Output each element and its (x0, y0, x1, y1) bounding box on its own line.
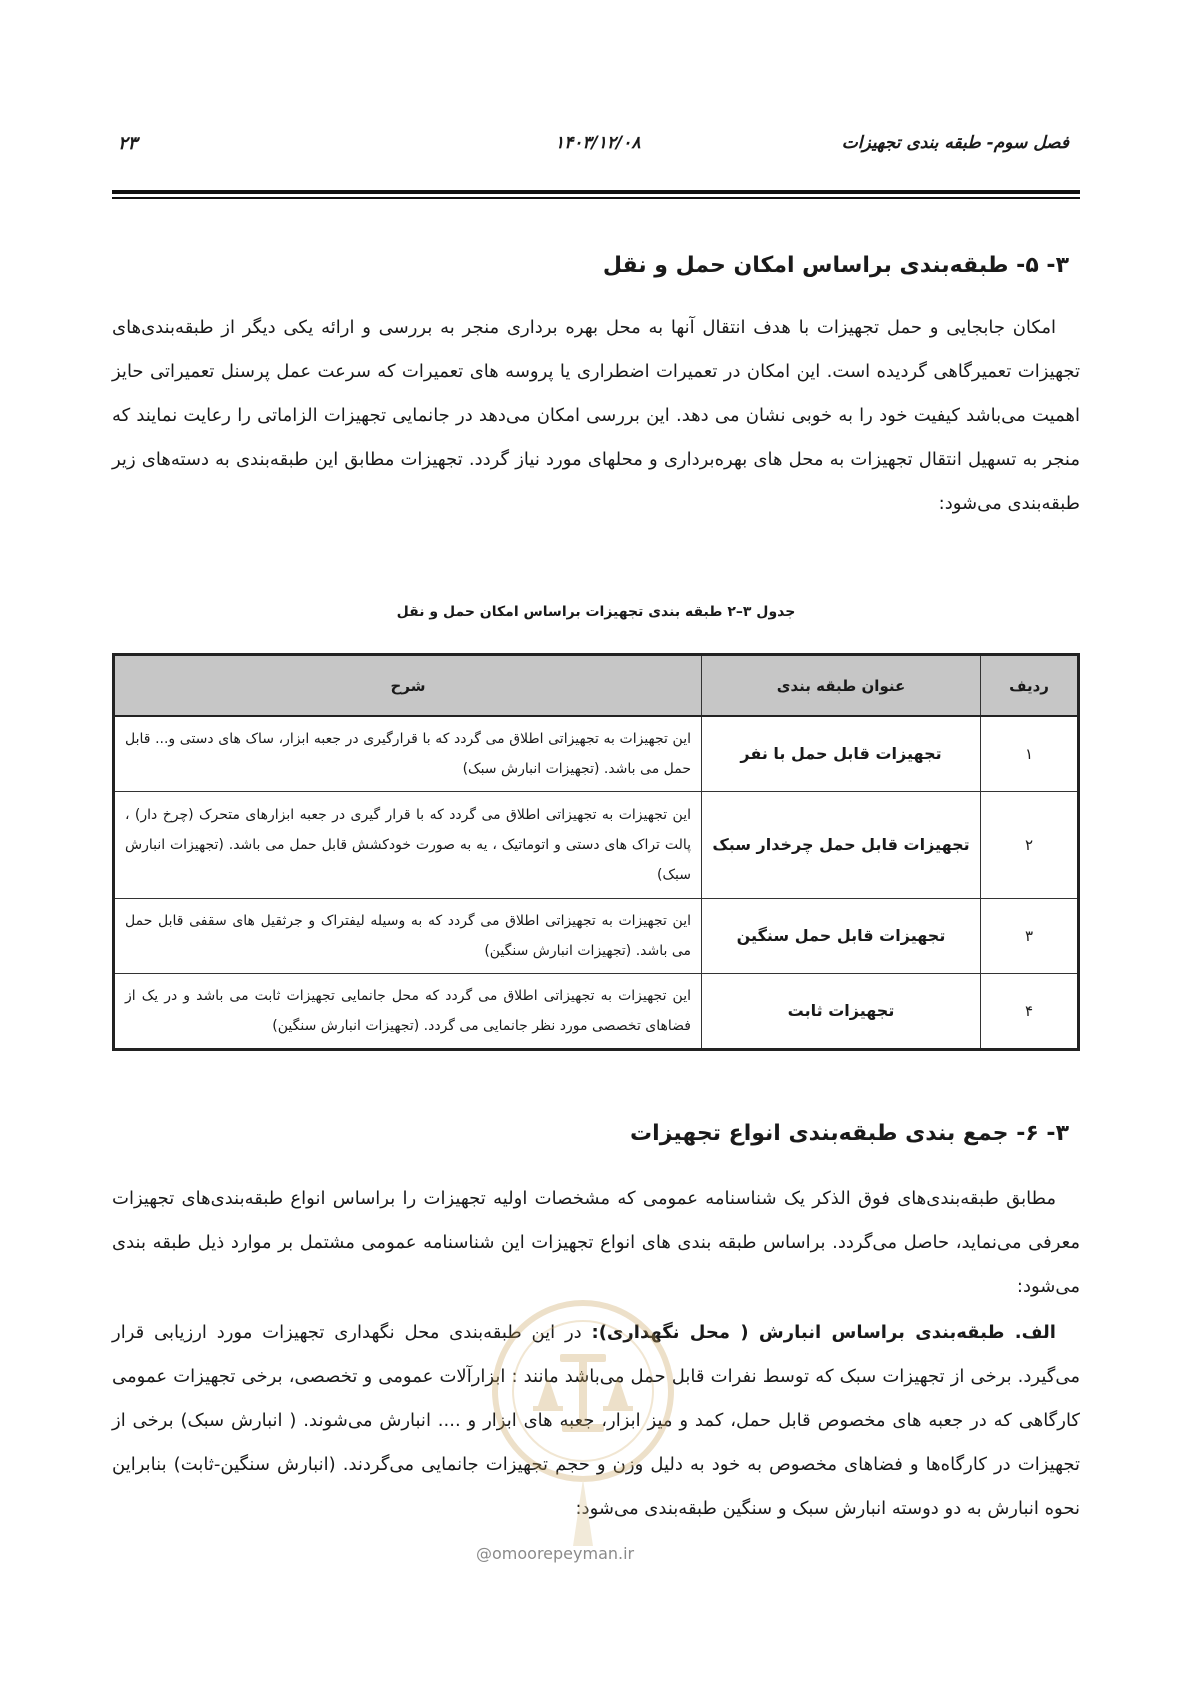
table-caption: جدول ۳–۲ طبقه بندی تجهیزات براساس امکان حمل و نقل (396, 604, 796, 620)
table-row (114, 792, 1079, 899)
column-header-title: عنوان طبقه بندی (702, 655, 981, 717)
row-title: تجهیزات قابل حمل چرخدار سبک (702, 792, 981, 899)
page-number: ۲۳ (118, 133, 138, 154)
row-index: ۱ (981, 716, 1079, 792)
row-description: این تجهیزات به تجهیزاتی اطلاق می گردد که محل جانمایی تجهیزات ثابت می باشد و در یک از فضاهای تخصصی مورد نظر جانمایی می گردد. (تجهیزات انبارش سنگین) (114, 974, 702, 1050)
row-index: ۴ (981, 974, 1079, 1050)
section-paragraph-transport: امکان جابجایی و حمل تجهیزات با هدف انتقال آنها به محل بهره برداری منجر به بررسی و ارائه یکی دیگر از طبقه‌بندی‌های تجهیزات تعمیرگاهی گردیده است. این امکان در تعمیرات اضطراری یا پروسه های تعمیرات که سرعت عمل پرسنل تعمیراتی حایز اهمیت می‌باشد کیفیت خود را به خوبی نشان می دهد. این بررسی امکان می‌دهد در جانمایی تجهیزات الزاماتی را رعایت نمایند که منجر به تسهیل انتقال تجهیزات به محل های بهره‌برداری و محلهای مورد نیاز گردد. تجهیزات مطابق این طبقه‌بندی به دسته‌های زیر طبقه‌بندی می‌شود: (112, 317, 1080, 514)
section-heading-summary: ۳- ۶- جمع بندی طبقه‌بندی انواع تجهیزات (630, 1121, 1069, 1146)
column-header-description: شرح (114, 655, 702, 717)
list-item-lead: الف. طبقه‌بندی براساس انبارش ( محل نگهداری): (591, 1322, 1056, 1343)
row-title: تجهیزات قابل حمل سنگین (702, 899, 981, 974)
row-index: ۲ (981, 792, 1079, 899)
row-index: ۳ (981, 899, 1079, 974)
list-item-text: در این طبقه‌بندی محل نگهداری تجهیزات مورد ارزیابی قرار می‌گیرد. برخی از تجهیزات سبک که توسط نفرات قابل حمل می‌باشد مانند : ابزارآلات عمومی و تخصصی، برخی تجهیزات عمومی کارگاهی که در جعبه های مخصوص قابل حمل، کمد و میز ابزار، جعبه های ابزار و .... انبارش می‌شوند. ( انبارش سبک) برخی از تجهیزات در کارگاه‌ها و فضاهای مخصوص به خود به دلیل وزن و حجم تجهیزات جانمایی می‌گردند. (انبارش سنگین-ثابت) بنابراین نحوه انبارش به دو دوسته انبارش سبک و سنگین طبقه‌بندی می‌شود: (112, 1322, 1080, 1519)
running-header-chapter: فصل سوم- طبقه بندی تجهیزات (841, 133, 1069, 153)
running-header-date: ۱۴۰۳/۱۲/۰۸ (555, 133, 641, 153)
table-row (114, 899, 1079, 974)
row-title: تجهیزات قابل حمل با نفر (702, 716, 981, 792)
section-paragraph-summary: مطابق طبقه‌بندی‌های فوق الذکر یک شناسنامه عمومی که مشخصات اولیه تجهیزات را براساس انواع طبقه‌بندی‌های تجهیزات معرفی می‌نماید، حاصل می‌گردد. براساس طبقه بندی های انواع تجهیزات این شناسنامه عمومی مشتمل بر موارد ذیل طبقه بندی می‌شود: (112, 1188, 1080, 1297)
classification-table (112, 653, 1080, 1051)
table-header-row (114, 655, 1079, 717)
section-heading-transport: ۳- ۵- طبقه‌بندی براساس امکان حمل و نقل (602, 253, 1069, 278)
row-description: این تجهیزات به تجهیزاتی اطلاق می گردد که با قرار گیری در جعبه ابزارهای متحرک (چرخ دار) ، پالت تراک های دستی و اتوماتیک ، یه به صورت خودکشش قابل حمل می باشد. (تجهیزات انبارش سبک) (114, 792, 702, 899)
row-description: این تجهیزات به تجهیزاتی اطلاق می گردد که به وسیله لیفتراک و جرثقیل های سقفی قابل حمل می باشد. (تجهیزات انبارش سنگین) (114, 899, 702, 974)
table-row (114, 716, 1079, 792)
table-row (114, 974, 1079, 1050)
row-title: تجهیزات ثابت (702, 974, 981, 1050)
header-rule-thick (112, 190, 1080, 194)
column-header-index: ردیف (981, 655, 1079, 717)
watermark-site: @omoorepeyman.ir (476, 1544, 635, 1563)
list-item-storage (112, 1311, 1080, 1531)
header-rule-thin (112, 197, 1080, 199)
row-description: این تجهیزات به تجهیزاتی اطلاق می گردد که با قرارگیری در جعبه ابزار، ساک های دستی و... قابل حمل می باشد. (تجهیزات انبارش سبک) (114, 716, 702, 792)
